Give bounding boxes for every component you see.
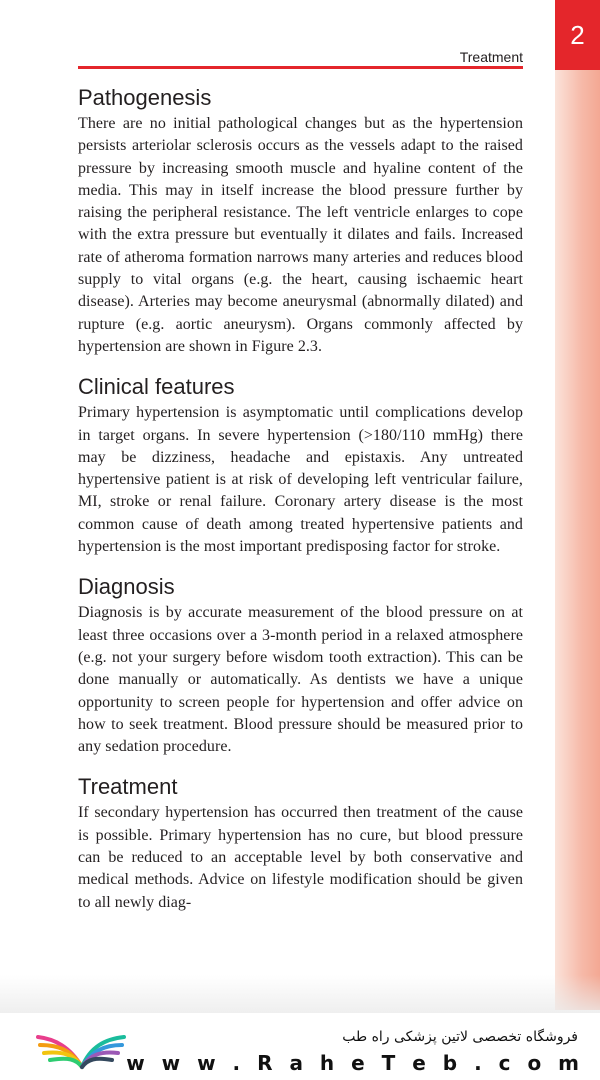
section-pathogenesis [78,84,523,358]
chapter-edge-strip [555,0,600,1010]
section-heading: Clinical features [78,374,235,400]
running-head: Treatment [459,49,523,65]
section-diagnosis [78,573,523,758]
section-heading: Diagnosis [78,574,175,600]
page-content [78,84,523,929]
open-book-logo-icon [30,1027,134,1077]
section-body: Diagnosis is by accurate measurement of the blood pressure on at least three occasions over a 3-month period in a relaxed atmosphere (e.g. not your surgery before wisdom tooth extraction). This can be done manually or automatically. As dentists we have a unique opportunity to screen people for hypertension and offer advice on how to seek treatment. Blood pressure should be measured prior to any sedation procedure. [78,604,523,756]
store-website[interactable]: w w w . R a h e T e b . c o m [126,1051,584,1075]
section-treatment [78,773,523,913]
header-divider [78,66,523,69]
watermark-banner [0,1013,600,1080]
section-body: Primary hypertension is asymptomatic until complications develop in target organs. In severe hypertension (>180/110 mmHg) there may be dizziness, headache and epistaxis. Any untreated hypertensive patient is at risk of developing left ventricular failure, MI, stroke or renal failure. Coronary artery disease is the most common cause of death among treated hypertensive patients and hypertension is the most important predisposing factor for stroke. [78,404,523,556]
section-clinical-features [78,373,523,558]
chapter-number: 2 [570,19,585,50]
chapter-number-tab [555,0,600,70]
section-body: There are no initial pathological changes but as the hypertension persists arteriolar sclerosis occurs as the vessels adapt to the raised pressure by increasing smooth muscle and hyaline content of the media. This may in itself increase the blood pressure further by raising the peripheral resistance. The left ventricle enlarges to cope with the extra pressure but eventually it dilates and fails. Increased rate of atheroma formation narrows many arteries and reduces blood supply to vital organs (e.g. the heart, causing ischaemic heart disease). Arteries may become aneurysmal (abnormally dilated) and rupture (e.g. aortic aneurysm). Organs commonly affected by hypertension are shown in Figure 2.3. [78,115,523,355]
section-heading: Treatment [78,774,178,800]
section-body: If secondary hypertension has occurred then treatment of the cause is possible. Primary hypertension has no cure, but blood pressure can be reduced to an acceptable level by both conservative and medical methods. Advice on lifestyle modification should be given to all newly diag- [78,804,523,911]
bottom-fade [0,975,600,1015]
section-heading: Pathogenesis [78,85,212,110]
store-name: فروشگاه تخصصی لاتین پزشکی راه طب [342,1029,578,1045]
